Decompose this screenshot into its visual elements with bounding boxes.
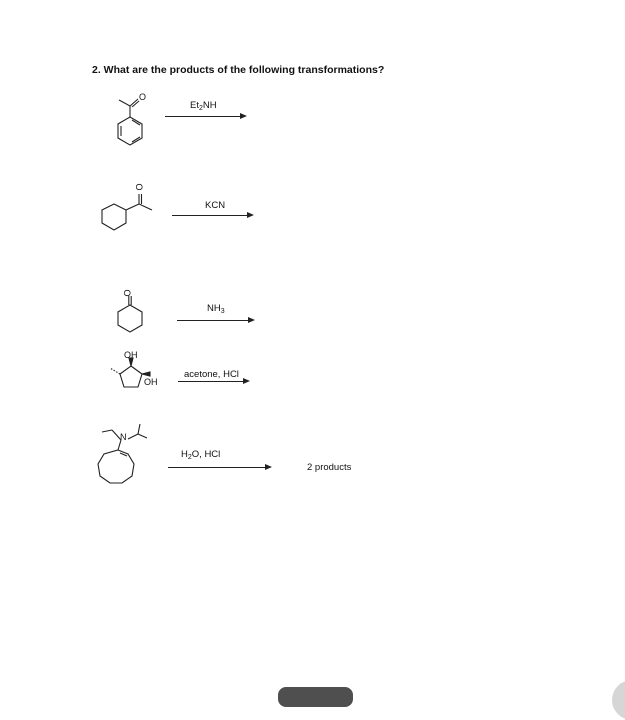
- reagent-acetone-hcl: acetone, HCl: [184, 369, 239, 380]
- carbonyl-oxygen-label: O: [139, 92, 147, 102]
- carbonyl-oxygen-label: O: [134, 183, 145, 191]
- nitrogen-label: N: [120, 432, 127, 442]
- question-heading: 2. What are the products of the following transformations?: [92, 64, 385, 76]
- corner-button[interactable]: [612, 680, 625, 720]
- reaction-arrow-1-head: [240, 113, 247, 119]
- reaction-arrow-4: [178, 381, 244, 382]
- reaction-arrow-4-head: [243, 378, 250, 384]
- hydroxyl-label-right: OH: [144, 377, 158, 387]
- product-note: 2 products: [307, 462, 352, 473]
- cyclohexyl-methyl-ketone-structure: [98, 186, 168, 236]
- reaction-arrow-2: [172, 215, 248, 216]
- reagent-water-hcl: $H_2O$, HCl: [181, 449, 221, 461]
- reagent-ammonia: $NH_3$: [207, 303, 225, 315]
- acetophenone-structure: [100, 84, 160, 154]
- carbonyl-oxygen-label: O: [122, 289, 133, 297]
- hydroxyl-label-top: OH: [124, 350, 138, 360]
- reaction-arrow-1: [165, 116, 241, 117]
- reaction-arrow-5-head: [265, 464, 272, 470]
- reaction-arrow-5: [168, 467, 266, 468]
- reaction-arrow-2-head: [247, 212, 254, 218]
- scroll-handle[interactable]: [278, 687, 353, 707]
- reaction-arrow-3: [177, 320, 249, 321]
- reagent-kcn: KCN: [205, 200, 226, 211]
- reaction-arrow-3-head: [248, 317, 255, 323]
- reagent-diethylamine: $Et_2NH$: [190, 100, 217, 112]
